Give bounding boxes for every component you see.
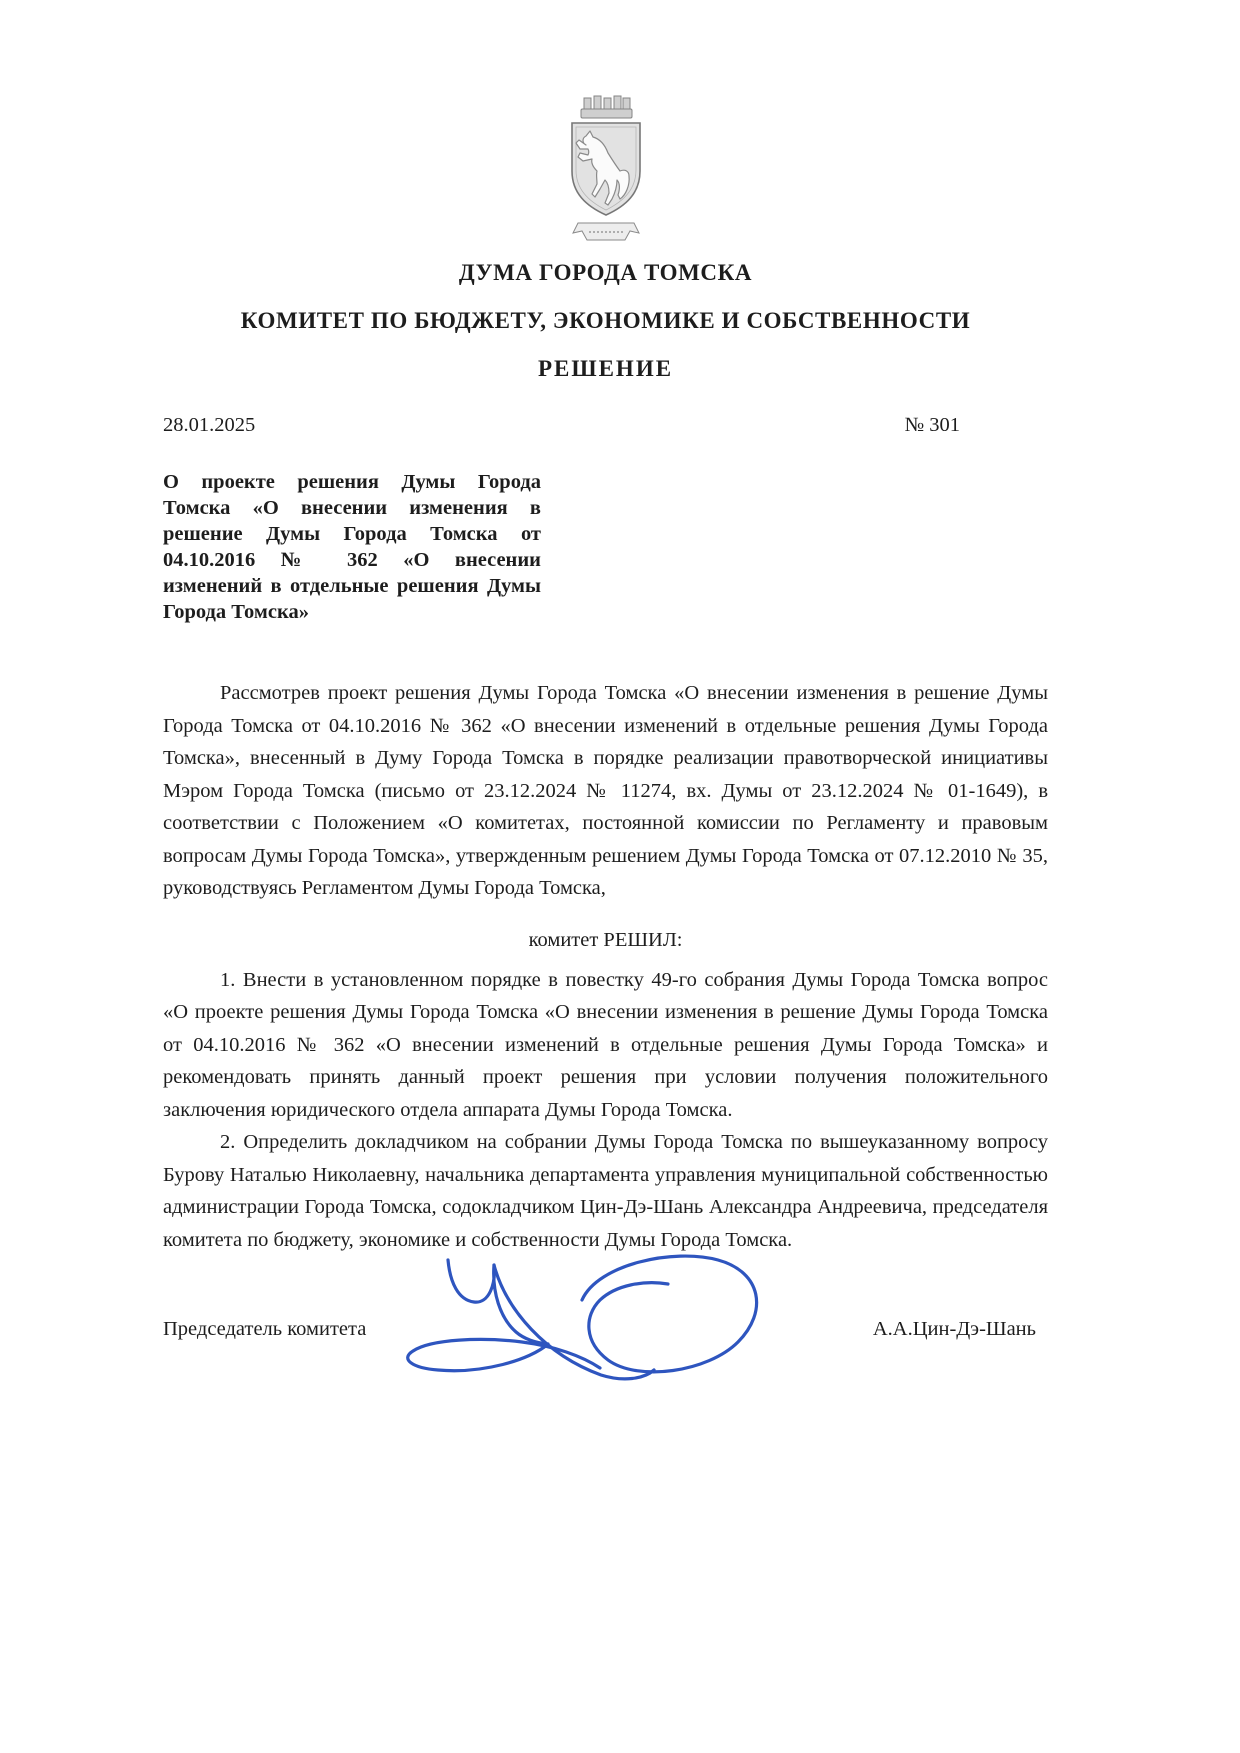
- document-type-title: РЕШЕНИЕ: [537, 356, 674, 381]
- preamble-paragraph: Рассмотрев проект решения Думы Города Томска «О внесении изменения в решение Думы Города Томска от 04.10.2016 № 362 «О внесении изменений в отдельные решения Думы Города Томска», внесенный в Думу Города Томска в порядке реализации правотворческой инициативы Мэром Города Томска (письмо от 23.12.2024 № 11274, вх. Думы от 23.12.2024 № 01-1649), в соответствии с Положением «О комитетах, постоянной комиссии по Регламенту и правовым вопросам Думы Города Томска», утвержденным решением Думы Города Томска от 07.12.2010 № 35, руководствуясь Регламентом Думы Города Томска,: [163, 682, 1048, 899]
- resolution-item-1: 1. Внести в установленном порядке в повестку 49-го собрания Думы Города Томска вопрос «О проекте решения Думы Города Томска «О внесении изменения в решение Думы Города Томска от 04.10.2016 № 362 «О внесении изменений в отдельные решения Думы Города Томска» и рекомендовать принять данный проект решения при условии получения положительного заключения юридического отдела аппарата Думы Города Томска.: [163, 968, 1048, 1121]
- resolution-item-2: 2. Определить докладчиком на собрании Думы Города Томска по вышеуказанному вопросу Бурову Наталью Николаевну, начальника департамента управления муниципальной собственностью администрации Города Томска, содокладчиком Цин-Дэ-Шань Александра Андреевича, председателя комитета по бюджету, экономике и собственности Думы Города Томска.: [163, 1131, 1048, 1251]
- tomsk-coat-of-arms-icon: [564, 92, 648, 244]
- organization-name: ДУМА ГОРОДА ТОМСКА: [458, 260, 753, 285]
- document-number: № 301: [904, 414, 960, 436]
- resolution-heading: комитет РЕШИЛ:: [528, 928, 683, 951]
- document-meta-row: [163, 414, 1048, 437]
- document-date: 28.01.2025: [163, 414, 256, 436]
- signer-name: А.А.Цин-Дэ-Шань: [872, 1318, 1036, 1340]
- document-subject: О проекте решения Думы Города Томска «О внесении изменения в решение Думы Города Томска от 04.10.2016 № 362 «О внесении изменений в отдельные решения Думы Города Томска»: [163, 471, 541, 623]
- signature-block: [163, 1318, 1048, 1341]
- committee-name: КОМИТЕТ ПО БЮДЖЕТУ, ЭКОНОМИКЕ И СОБСТВЕННОСТИ: [240, 308, 971, 333]
- signer-title: Председатель комитета: [163, 1318, 367, 1340]
